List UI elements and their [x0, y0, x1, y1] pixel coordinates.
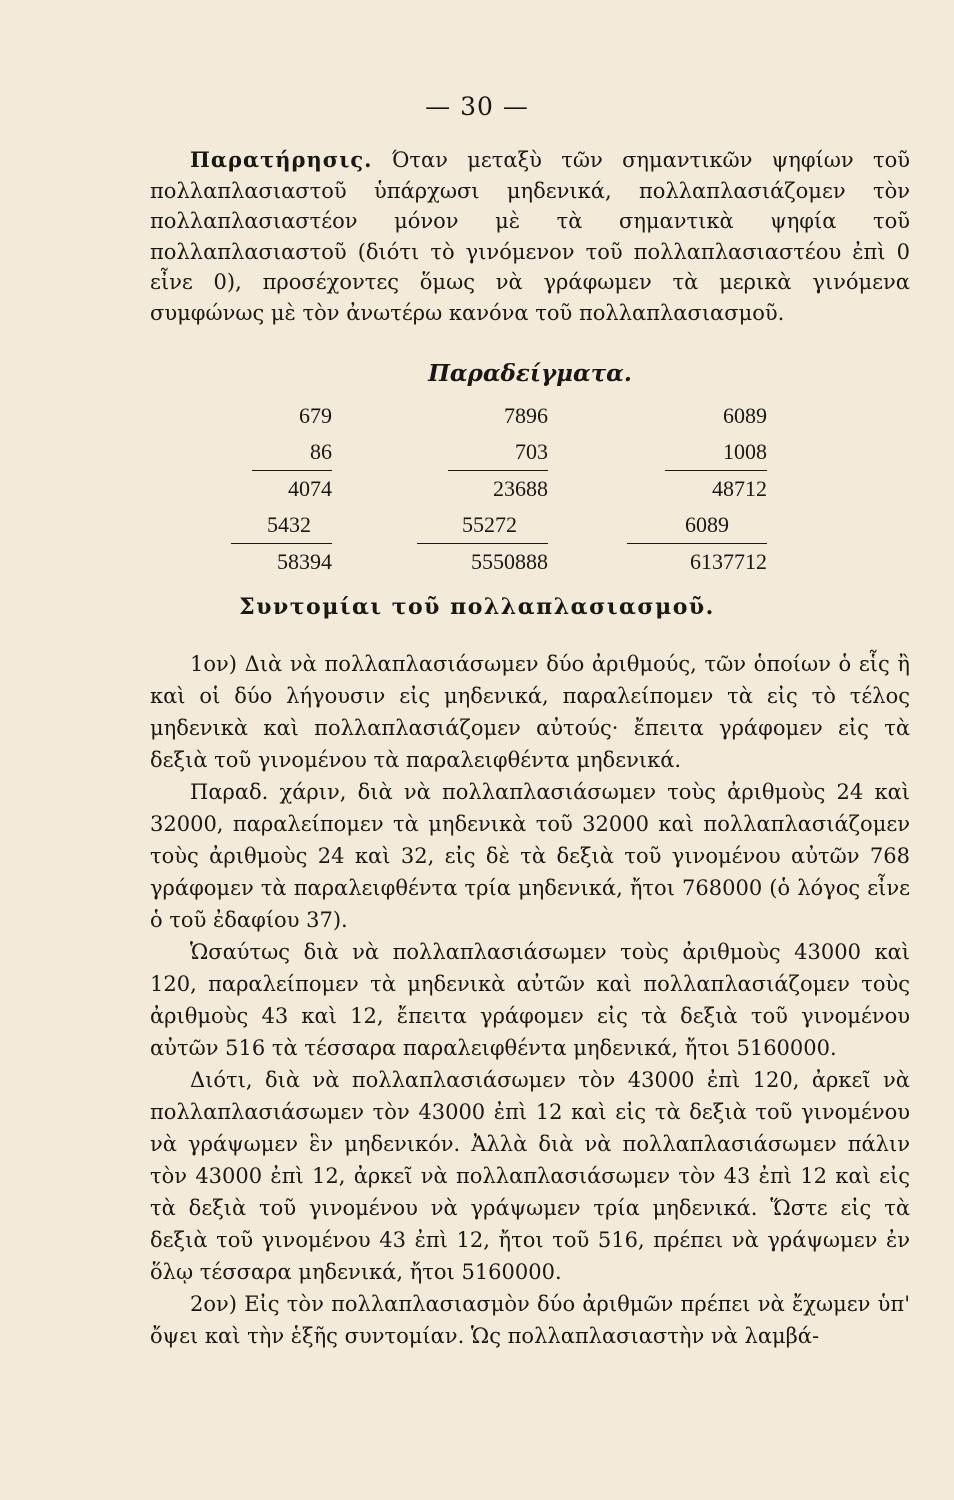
partial-product-1: 4074	[288, 476, 332, 501]
partial-product-2: 6089	[627, 507, 767, 544]
body-text	[150, 648, 910, 1352]
observation-paragraph	[150, 145, 910, 328]
partial-product-1: 48712	[712, 476, 767, 501]
multiplication-example-2	[448, 398, 548, 580]
multiplier: 703	[448, 434, 548, 471]
paragraph-example-1: Παραδ. χάριν, διὰ νὰ πολλαπλασιάσωμεν τοὺς ἀριθμοὺς 24 καὶ 32000, παραλείπομεν τὰ μηδενικὰ τοῦ 32000 καὶ πολλαπλασιάζομεν τοὺς ἀριθμοὺς 24 καὶ 32, εἰς δὲ τὰ δεξιὰ τοῦ γινομένου αὐτῶν 768 γράφομεν τὰ παραλειφθέντα τρία μηδενικά, ἤτοι 768000 (ὁ λόγος εἶνε ὁ τοῦ ἐδαφίου 37).	[150, 780, 910, 932]
partial-product-2: 55272	[417, 507, 548, 544]
multiplication-example-1	[252, 398, 332, 580]
multiplicand: 679	[299, 403, 332, 428]
multiplier: 86	[252, 434, 332, 471]
paragraph-explanation: Διότι, διὰ νὰ πολλαπλασιάσωμεν τὸν 43000 ἐπὶ 120, ἀρκεῖ νὰ πολλαπλασιάσωμεν τὸν 43000 ἐπὶ 12 καὶ εἰς τὰ δεξιὰ τοῦ γινομένου νὰ γράψωμεν ἓν μηδενικόν. Ἀλλὰ διὰ νὰ πολλαπλασιάσωμεν πάλιν τὸν 43000 ἐπὶ 12, ἀρκεῖ νὰ πολλαπλασιάσωμεν τὸν 43 ἐπὶ 12 καὶ εἰς τὰ δεξιὰ τοῦ γινομένου νὰ γράψωμεν τρία μηδενικά. Ὥστε εἰς τὰ δεξιὰ τοῦ γινομένου 43 ἐπὶ 12, ἤτοι τοῦ 516, πρέπει νὰ γράψωμεν ἐν ὅλῳ τέσσαρα μηδενικά, ἤτοι 5160000.	[150, 1068, 910, 1284]
paragraph-example-2: Ὡσαύτως διὰ νὰ πολλαπλασιάσωμεν τοὺς ἀριθμοὺς 43000 καὶ 120, παραλείπομεν τὰ μηδενικὰ αὐτῶν καὶ πολλαπλασιάζομεν τοὺς ἀριθμοὺς 43 καὶ 12, ἔπειτα γράφομεν εἰς τὰ δεξιὰ τοῦ γινομένου αὐτῶν 516 τὰ τέσσαρα παραλειφθέντα μηδενικά, ἤτοι 5160000.	[150, 940, 910, 1060]
paragraph-rule-1: 1ον) Διὰ νὰ πολλαπλασιάσωμεν δύο ἀριθμούς, τῶν ὁποίων ὁ εἷς ἢ καὶ οἱ δύο λήγουσιν εἰς μηδενικά, παραλείπομεν τὰ εἰς τὸ τέλος μηδενικὰ καὶ πολλαπλασιάζομεν αὐτούς· ἔπειτα γράφομεν εἰς τὰ δεξιὰ τοῦ γινομένου τὰ παραλειφθέντα μηδενικά.	[150, 652, 910, 772]
observation-text: Όταν μεταξὺ τῶν σημαντικῶν ψηφίων τοῦ πολλαπλασιαστοῦ ὑπάρχωσι μηδενικά, πολλαπλασιάζομεν τὸν πολλαπλασιαστέον μόνον μὲ τὰ σημαντικὰ ψηφία τοῦ πολλαπλασιαστοῦ (διότι τὸ γινόμενον τοῦ πολλαπλασιαστέου ἐπὶ 0 εἶνε 0), προσέχοντες ὅμως νὰ γράφωμεν τὰ μερικὰ γινόμενα συμφώνως μὲ τὸν ἀνωτέρω κανόνα τοῦ πολλαπλασιασμοῦ.	[150, 148, 910, 325]
partial-product-1: 23688	[493, 476, 548, 501]
product-result: 58394	[277, 549, 332, 574]
multiplier: 1008	[665, 434, 767, 471]
product-result: 6137712	[690, 549, 767, 574]
observation-lead: Παρατήρησις.	[190, 147, 373, 172]
multiplicand: 7896	[504, 403, 548, 428]
product-result: 5550888	[471, 549, 548, 574]
examples-title: Παραδείγματα.	[428, 360, 632, 387]
multiplication-example-3	[665, 398, 767, 580]
paragraph-rule-2: 2ον) Εἰς τὸν πολλαπλασιασμὸν δύο ἀριθμῶν πρέπει νὰ ἔχωμεν ὑπ' ὄψει καὶ τὴν ἑξῆς συντομίαν. Ὡς πολλαπλασιαστὴν νὰ λαμβά-	[150, 1292, 910, 1348]
section-title: Συντομίαι τοῦ πολλαπλασιασμοῦ.	[239, 594, 715, 620]
page-number: — 30 —	[425, 92, 529, 121]
multiplicand: 6089	[723, 403, 767, 428]
partial-product-2: 5432	[231, 507, 332, 544]
